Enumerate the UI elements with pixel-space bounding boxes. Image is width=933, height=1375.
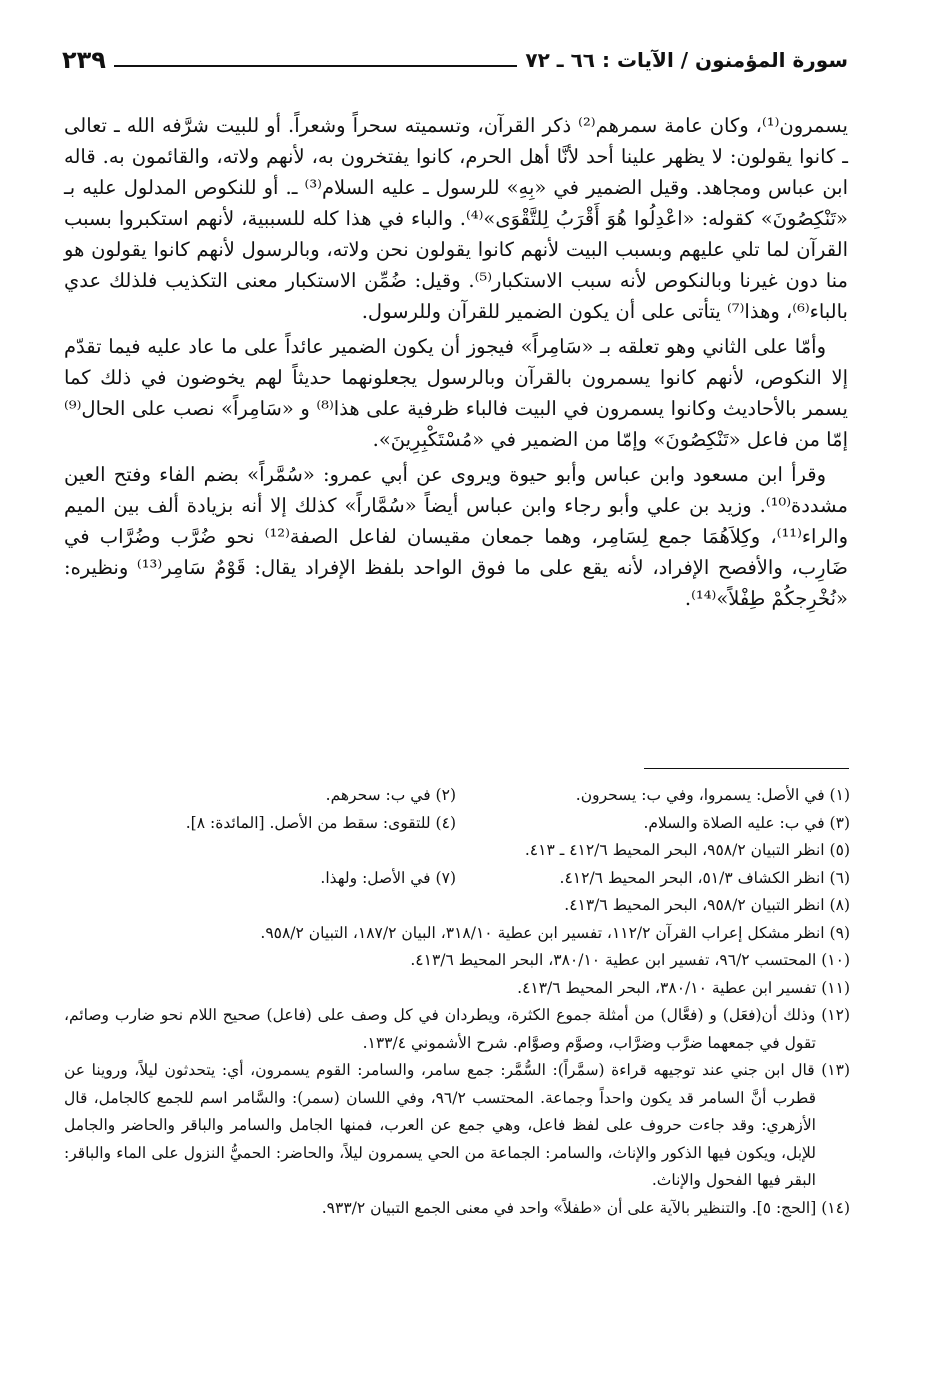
footnote-text: للتقوى: سقط من الأصل. [المائدة: ٨]. xyxy=(185,813,431,832)
page-number: ٢٣٩ xyxy=(62,46,106,74)
footnote xyxy=(64,920,850,948)
footnote xyxy=(64,1195,850,1223)
footnote xyxy=(64,1057,850,1195)
footnote-number: (١٠) xyxy=(821,951,850,969)
footnote-number: (١٢) xyxy=(821,1006,851,1024)
footnote xyxy=(64,1002,850,1057)
footnote-text: قال ابن جني عند توجيهه قراءة (سمَّراً): السُّمَّر: جمع سامر، والسامر: القوم يسمرون، أي: يتحدثون ليلاً، وروينا عن قطرب أنَّ السامر قد يكون واحداً وجماعة. المحتسب ٩٦/٢، وفي اللسان (سمر): والسَّامر اسم للجمع كالجامل، قال الأزهري: وقد جاءت حروف على لفظ فاعل، وهي جمع عن العرب، فمنها الجامل والسامر والباقر والحاضر والجامل للإبل، ويكون فيها الذكور والإناث، والسامر: الجماعة من الحي يسمرون ليلاً، والحاضر: الحميُّ النزول على الماء والباقر: البقر فيها الفحول والإناث. xyxy=(64,1061,817,1189)
footnote xyxy=(456,782,850,810)
footnote-number: (١٤) xyxy=(821,1198,850,1217)
footnote xyxy=(64,865,456,893)
page-header xyxy=(62,36,848,76)
footnote-text: المحتسب ٩٦/٢، تفسير ابن عطية ٣٨٠/١٠، البحر المحيط ٤١٣/٦. xyxy=(410,951,817,969)
footnote xyxy=(456,865,850,893)
footnote-text: انظر التبيان ٩٥٨/٢، البحر المحيط ٤١٢/٦ ـ ٤١٣. xyxy=(524,841,825,859)
footnote-number: (٩) xyxy=(829,923,850,942)
footnote-number: (٥) xyxy=(829,841,850,859)
footnote-row xyxy=(64,782,850,810)
footnote xyxy=(456,810,850,838)
footnotes xyxy=(64,782,850,1222)
header-rule xyxy=(114,65,517,67)
footnote-number: (٢) xyxy=(435,786,456,804)
footnote xyxy=(64,782,456,810)
footnote-text: [الحج: ٥]. والتنظير بالآية على أن «طفلاً» واحد في معنى الجمع التبيان ٩٣٣/٢. xyxy=(321,1198,817,1217)
paragraph: يسمرون⁽¹⁾، وكان عامة سمرهم⁽²⁾ ذكر القرآن، وتسميته سحراً وشعراً. أو للبيت شرَّفه الله ـ تعالى ـ كانوا يقولون: لا يظهر علينا أحد لأنَّا أهل الحرم، كانوا يفتخرون به، لأنهم ولاته، والقائمون به. قاله ابن عباس ومجاهد. وقيل الضمير في «بِهِ» للرسول ـ عليه السلام⁽³⁾ ـ. أو للنكوص المدلول عليه بـ «تَنْكِصُونَ» كقوله: «اعْدِلُوا هُوَ أَقْرَبُ لِلتَّقْوَى»⁽⁴⁾. والباء في هذا كله للسببية، لأنهم استكبروا بسبب القرآن لما تلي عليهم وبسبب البيت لأنهم كانوا يقولون نحن ولاته، وبالرسول لأنهم كانوا يقولون هو منا دون غيرنا وبالنكوص لأنه سبب الاستكبار⁽⁵⁾. وقيل: ضُمِّن الاستكبار معنى التكذيب فلذلك عدي بالباء⁽⁶⁾، وهذا⁽⁷⁾ يتأتى على أن يكون الضمير للقرآن وللرسول. xyxy=(64,114,849,323)
footnote-number: (١١) xyxy=(821,978,850,997)
footnote-number: (٧) xyxy=(435,868,456,887)
footnote-number: (٣) xyxy=(829,813,850,832)
footnote-text: تفسير ابن عطية ٣٨٠/١٠، البحر المحيط ٤١٣/٦. xyxy=(517,978,817,997)
footnote-text: وذلك أن(فعَل) و (فعَّال) من أمثلة جموع الكثرة، ويطردان في كل وصف على (فاعل) صحيح اللام نحو ضارب وصائم، تقول في جمعهما ضرَّب وضرَّاب، وصوَّم وصوَّام. شرح الأشموني ١٣٣/٤. xyxy=(64,1006,816,1052)
footnote-number: (٤) xyxy=(435,813,456,832)
main-text xyxy=(64,110,848,618)
footnote xyxy=(64,975,850,1003)
footnote-number: (١٣) xyxy=(821,1061,850,1079)
footnote-number: (٨) xyxy=(829,896,850,914)
footnote-separator xyxy=(644,768,849,769)
footnote-text: في ب: عليه الصلاة والسلام. xyxy=(643,813,825,832)
footnote xyxy=(64,892,850,920)
footnote-row xyxy=(64,810,850,838)
footnote-row xyxy=(64,865,850,893)
footnote xyxy=(64,837,850,865)
footnote-text: انظر الكشاف ٥١/٣، البحر المحيط ٤١٢/٦. xyxy=(559,868,825,887)
paragraph: وقرأ ابن مسعود وابن عباس وأبو حيوة ويروى عن أبي عمرو: «سُمَّراً» بضم الفاء وفتح العين مشددة⁽¹⁰⁾. وزيد بن علي وأبو رجاء وابن عباس أيضاً «سُمَّاراً» كذلك إلا أنه بزيادة ألف بين الميم والراء⁽¹¹⁾، وكِلاَهُمَا جمع لِسَامِر، وهما جمعان مقيسان لفاعل الصفة⁽¹²⁾ نحو ضُرَّب وضُرَّاب في ضَارِب، والأفصح الإفراد، لأنه يقع على ما فوق الواحد بلفظ الإفراد يقال: قَوْمٌ سَامِر⁽¹³⁾ ونظيره: «نُخْرِجكُمْ طِفْلاً»⁽¹⁴⁾. xyxy=(64,463,849,610)
footnote xyxy=(64,810,456,838)
footnote xyxy=(64,947,850,975)
surah-title: سورة المؤمنون / الآيات : ٦٦ ـ ٧٢ xyxy=(525,48,848,72)
footnote-number: (١) xyxy=(829,786,850,804)
footnote-text: في ب: سحرهم. xyxy=(325,786,431,804)
footnote-number: (٦) xyxy=(829,868,850,887)
footnote-text: انظر مشكل إعراب القرآن ١١٢/٢، تفسير ابن عطية ٣١٨/١٠، البيان ١٨٧/٢، التبيان ٩٥٨/٢. xyxy=(260,923,825,942)
footnote-text: انظر التبيان ٩٥٨/٢، البحر المحيط ٤١٣/٦. xyxy=(564,896,825,914)
paragraph: وأمّا على الثاني وهو تعلقه بـ «سَامِراً» فيجوز أن يكون الضمير عائداً على ما عاد عليه فيما تقدّم إلا النكوص، لأنهم كانوا يسمرون بالقرآن وبالرسول يجعلونهما حديثاً لهم يخوضون في ذلك كما يسمر بالأحاديث وكانوا يسمرون في البيت فالباء ظرفية على هذا⁽⁸⁾ و «سَامِراً» نصب على الحال⁽⁹⁾ إمّا من فاعل «تَنْكِصُونَ» وإمّا من الضمير في «مُسْتَكْبِرِينَ». xyxy=(64,335,848,451)
footnote-text: في الأصل: يسمروا، وفي ب: يسحرون. xyxy=(575,786,825,804)
footnote-text: في الأصل: ولهذا. xyxy=(320,868,431,887)
